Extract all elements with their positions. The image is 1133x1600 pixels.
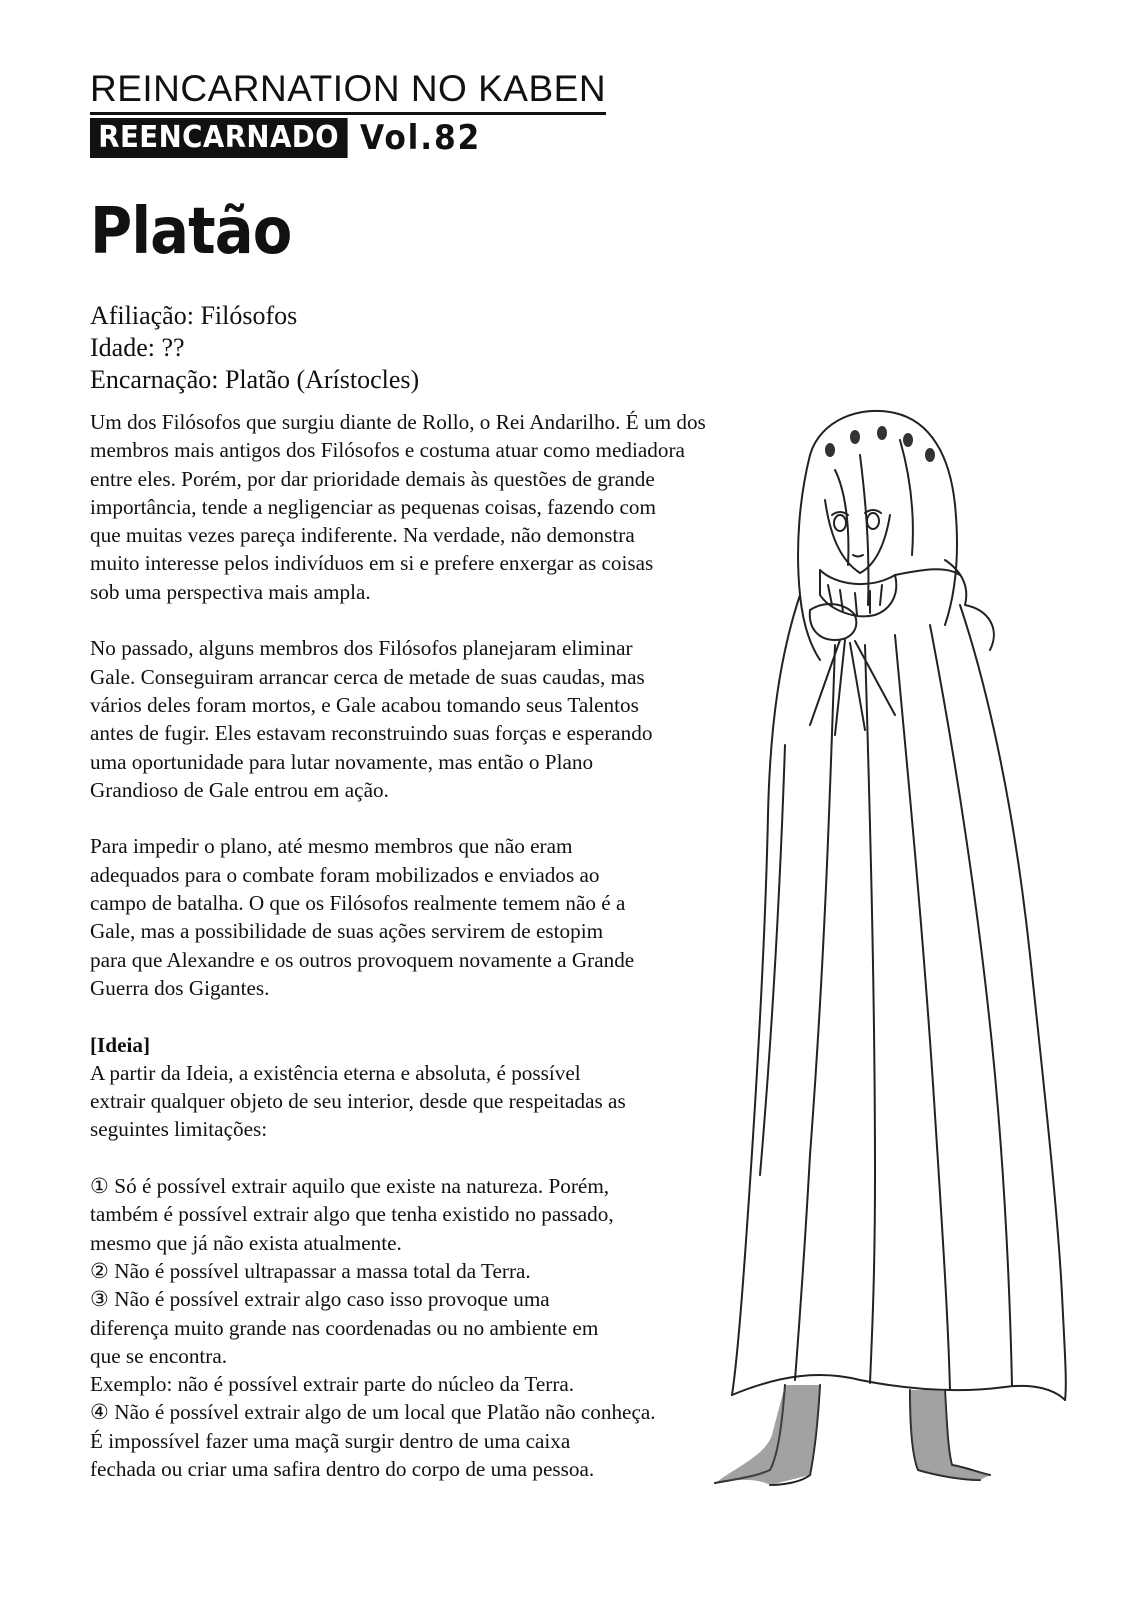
text-line: sob uma perspectiva mais ampla. bbox=[90, 579, 371, 604]
text-line: Para impedir o plano, até mesmo membros que não eram bbox=[90, 834, 573, 859]
text-line: entre eles. Porém, por dar prioridade demais às questões de grande bbox=[90, 466, 655, 491]
text-line: uma oportunidade para lutar novamente, mas então o Plano bbox=[90, 749, 594, 774]
rule-line: ④ Não é possível extrair algo de um local que Platão não conheça. bbox=[90, 1400, 656, 1425]
text-line: para que Alexandre e os outros provoquem novamente a Grande bbox=[90, 947, 635, 972]
paragraph-gap bbox=[90, 1002, 850, 1030]
rule-line: ① Só é possível extrair aquilo que existe na natureza. Porém, bbox=[90, 1174, 610, 1199]
text-line: A partir da Ideia, a existência eterna e absoluta, é possível bbox=[90, 1060, 581, 1085]
paragraph bbox=[90, 832, 850, 1002]
paragraph-gap bbox=[90, 804, 850, 832]
character-name: Platão bbox=[90, 195, 292, 269]
text-line: extrair qualquer objeto de seu interior, desde que respeitadas as bbox=[90, 1089, 626, 1114]
rule-line: diferença muito grande nas coordenadas ou no ambiente em bbox=[90, 1315, 599, 1340]
rule-line: É impossível fazer uma maçã surgir dentro de uma caixa bbox=[90, 1428, 571, 1453]
text-line: adequados para o combate foram mobilizados e enviados ao bbox=[90, 862, 600, 887]
incarnation-line: Encarnação: Platão (Arístocles) bbox=[90, 365, 420, 394]
text-line: seguintes limitações: bbox=[90, 1117, 268, 1142]
text-line: Gale, mas a possibilidade de suas ações servirem de estopim bbox=[90, 919, 604, 944]
text-line: Um dos Filósofos que surgiu diante de Rollo, o Rei Andarilho. É um dos bbox=[90, 410, 706, 434]
text-line: muito interesse pelos indivíduos em si e prefere enxergar as coisas bbox=[90, 551, 654, 576]
rule-line: também é possível extrair algo que tenha existido no passado, bbox=[90, 1202, 614, 1227]
rule-line: ③ Não é possível extrair algo caso isso provoque uma bbox=[90, 1287, 550, 1312]
text-line: importância, tende a negligenciar as pequenas coisas, fazendo com bbox=[90, 494, 656, 519]
rule-line: Exemplo: não é possível extrair parte do núcleo da Terra. bbox=[90, 1372, 575, 1397]
text-line: Gale. Conseguiram arrancar cerca de metade de suas caudas, mas bbox=[90, 664, 645, 689]
age-line: Idade: ?? bbox=[90, 333, 185, 362]
volume-row bbox=[90, 118, 491, 158]
character-info bbox=[90, 300, 419, 396]
rule-line: ② Não é possível ultrapassar a massa total da Terra. bbox=[90, 1258, 531, 1283]
ability-section bbox=[90, 1031, 850, 1484]
text-line: membros mais antigos dos Filósofos e costuma atuar como mediadora bbox=[90, 438, 685, 463]
section-badge: REENCARNADO bbox=[90, 118, 347, 158]
paragraph-gap bbox=[90, 606, 850, 634]
rule-line: fechada ou criar uma safira dentro do corpo de uma pessoa. bbox=[90, 1456, 595, 1481]
series-title: REINCARNATION NO KABEN bbox=[90, 68, 606, 115]
paragraph-gap bbox=[90, 1144, 850, 1172]
text-line: antes de fugir. Eles estavam reconstruindo suas forças e esperando bbox=[90, 721, 653, 746]
text-line: Grandioso de Gale entrou em ação. bbox=[90, 777, 389, 802]
description-body bbox=[90, 408, 850, 1483]
volume-number: Vol.82 bbox=[359, 118, 481, 158]
paragraph bbox=[90, 408, 850, 606]
text-line: No passado, alguns membros dos Filósofos planejaram eliminar bbox=[90, 636, 633, 661]
paragraph bbox=[90, 634, 850, 804]
affiliation-line: Afiliação: Filósofos bbox=[90, 301, 298, 330]
text-line: Guerra dos Gigantes. bbox=[90, 975, 270, 1000]
ability-heading: [Ideia] bbox=[90, 1032, 151, 1057]
rule-line: que se encontra. bbox=[90, 1343, 228, 1368]
text-line: vários deles foram mortos, e Gale acabou tomando seus Talentos bbox=[90, 692, 639, 717]
text-line: que muitas vezes pareça indiferente. Na verdade, não demonstra bbox=[90, 523, 635, 548]
rule-line: mesmo que já não exista atualmente. bbox=[90, 1230, 402, 1255]
text-line: campo de batalha. O que os Filósofos realmente temem não é a bbox=[90, 891, 626, 916]
